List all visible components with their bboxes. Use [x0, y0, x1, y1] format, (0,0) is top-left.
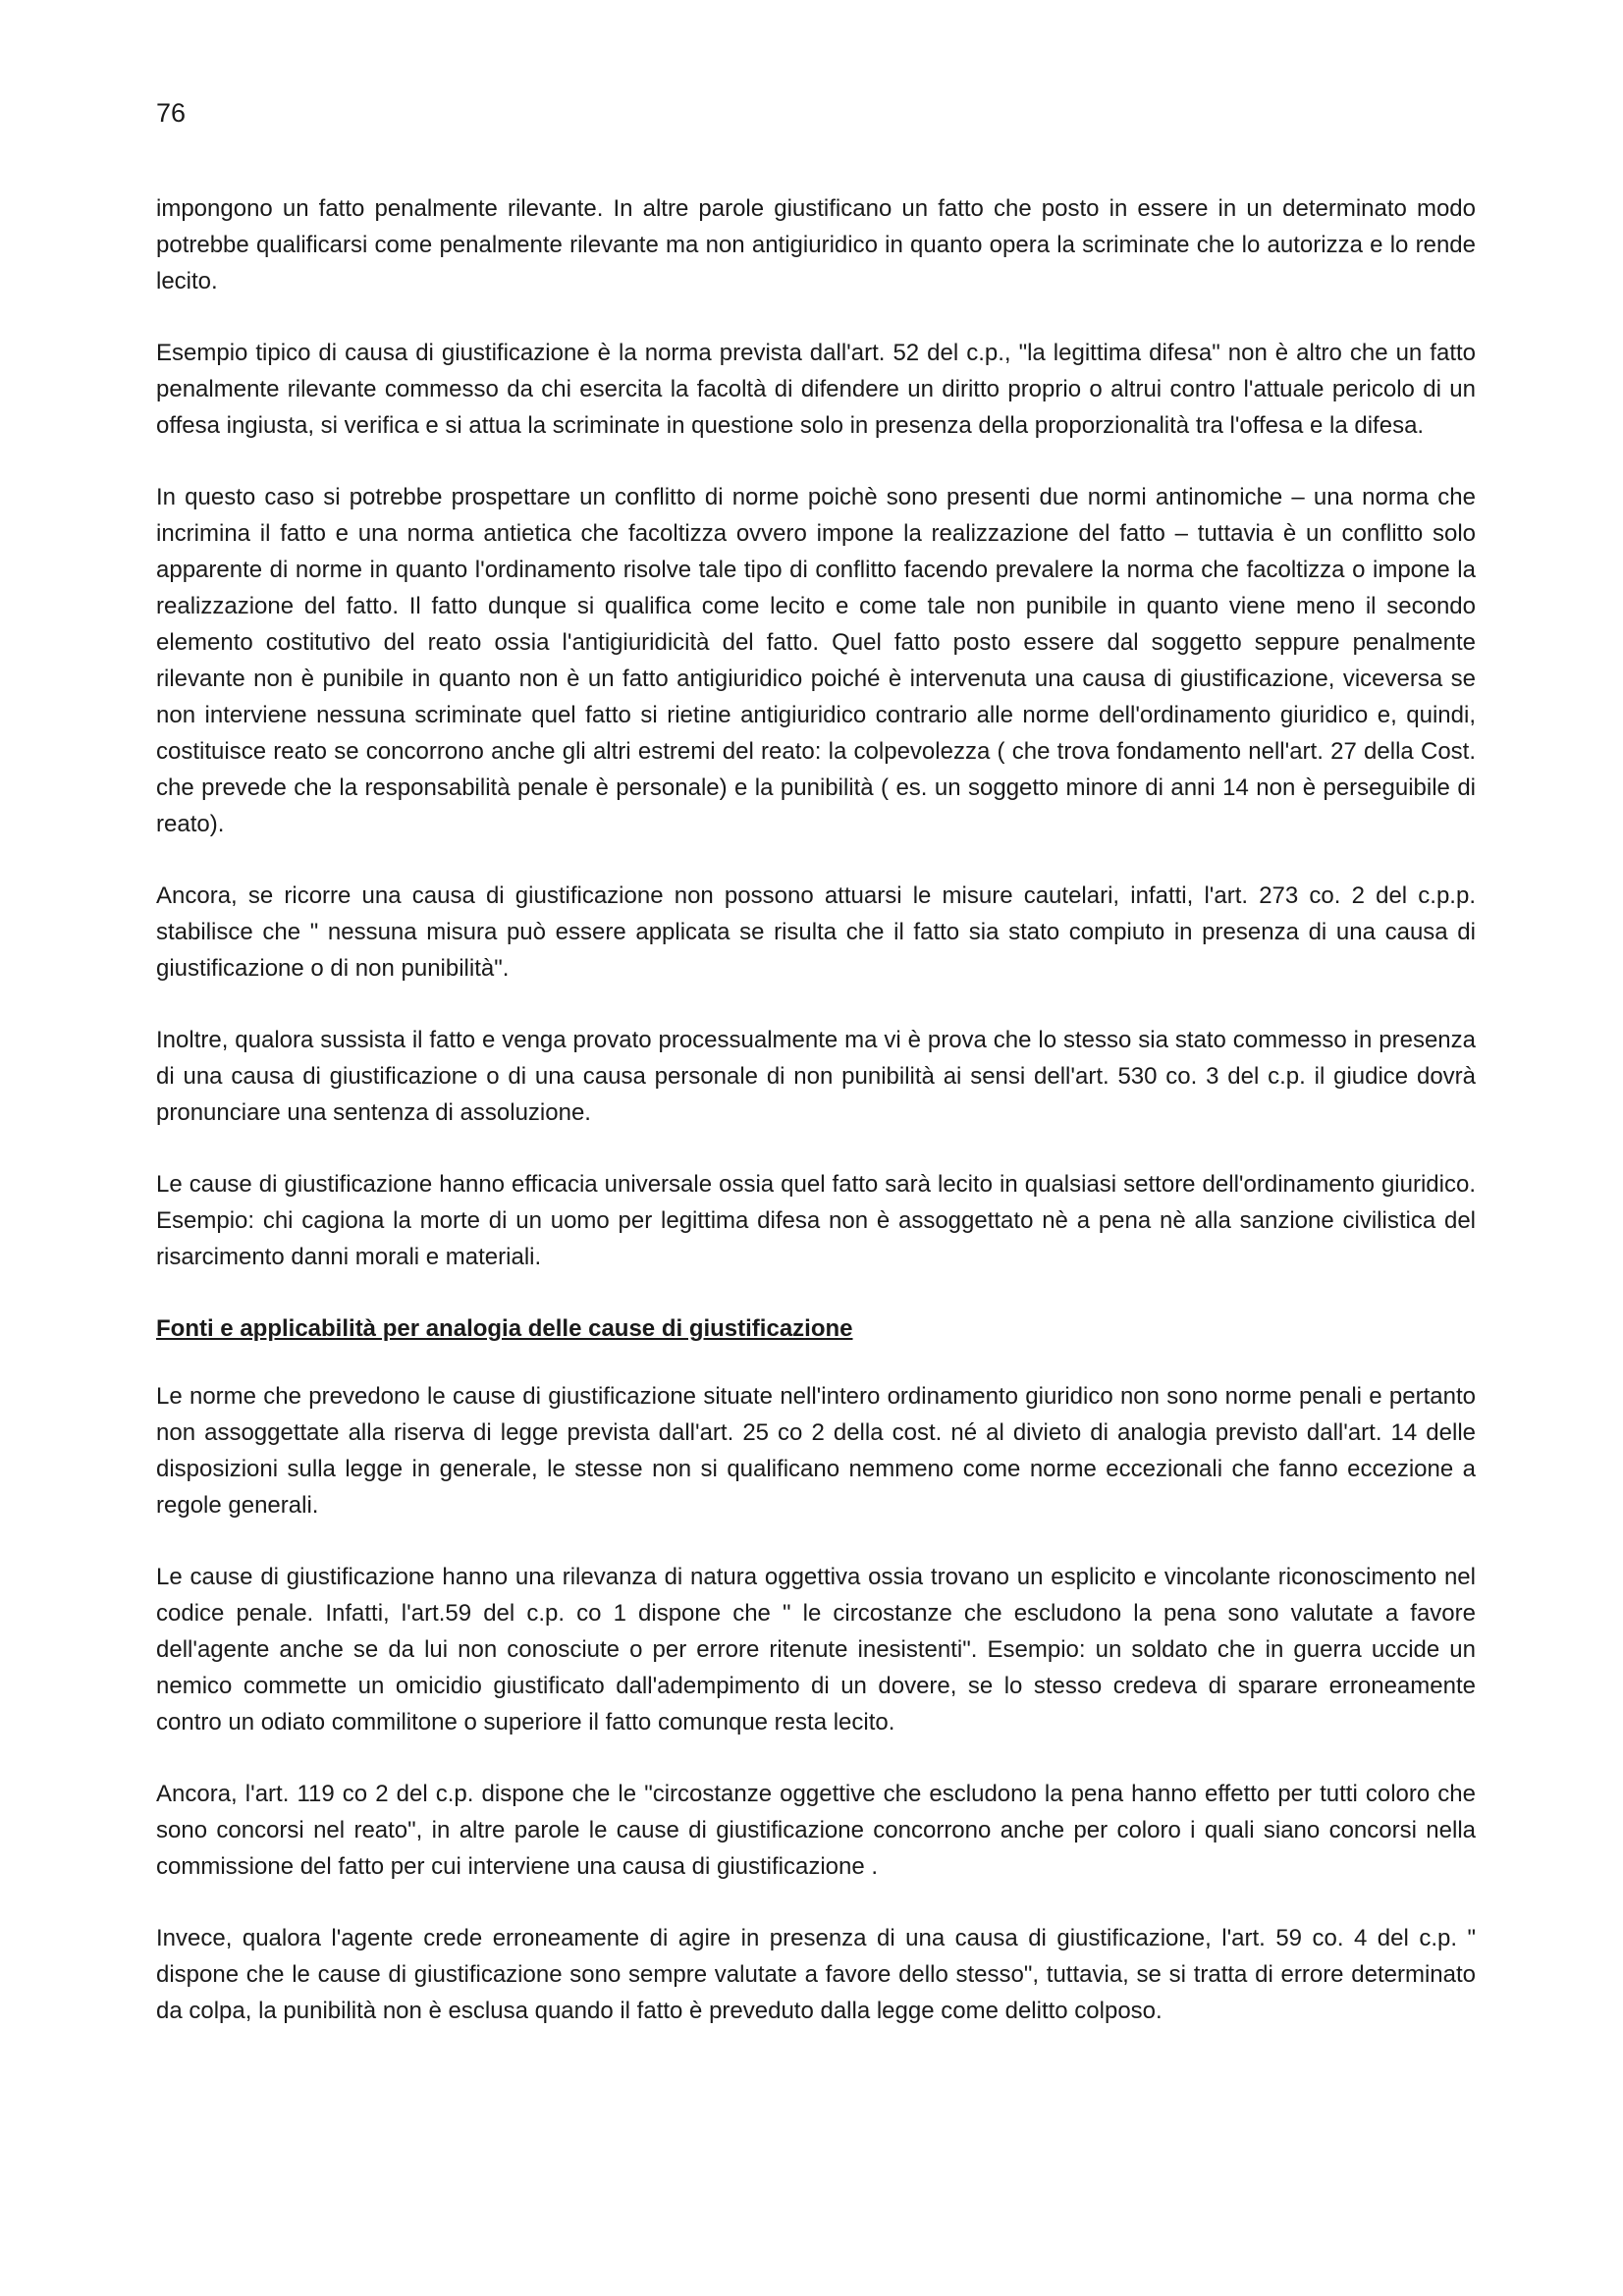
section-heading: Fonti e applicabilità per analogia delle cause di giustificazione	[156, 1315, 853, 1342]
paragraph: Inoltre, qualora sussista il fatto e venga provato processualmente ma vi è prova che lo stesso sia stato commesso in presenza di una causa di giustificazione o di una causa personale di non punibilità ai sensi dell'art. 530 co. 3 del c.p. il giudice dovrà pronunciare una sentenza di assoluzione.	[156, 1027, 1476, 1126]
paragraph: In questo caso si potrebbe prospettare un conflitto di norme poichè sono presenti due normi antinomiche – una norma che incrimina il fatto e una norma antietica che facoltizza ovvero impone la realizzazione del fatto – tuttavia è un conflitto solo apparente di norme in quanto l'ordinamento risolve tale tipo di conflitto facendo prevalere la norma che facoltizza o impone la realizzazione del fatto. Il fatto dunque si qualifica come lecito e come tale non punibile in quanto viene meno il secondo elemento costitutivo del reato ossia l'antigiuridicità del fatto. Quel fatto posto essere dal soggetto seppure penalmente rilevante non è punibile in quanto non è un fatto antigiuridico poiché è intervenuta una causa di giustificazione, viceversa se non interviene nessuna scriminate quel fatto si rietine antigiuridico contrario alle norme dell'ordinamento giuridico e, quindi, costituisce reato se concorrono anche gli altri estremi del reato: la colpevolezza ( che trova fondamento nell'art. 27 della Cost. che prevede che la responsabilità penale è personale) e la punibilità ( es. un soggetto minore di anni 14 non è perseguibile di reato).	[156, 484, 1476, 837]
document-body	[156, 190, 1476, 2064]
paragraph: Le cause di giustificazione hanno una rilevanza di natura oggettiva ossia trovano un esplicito e vincolante riconoscimento nel codice penale. Infatti, l'art.59 del c.p. co 1 dispone che " le circostanze che escludono la pena sono valutate a favore dell'agente anche se da lui non conosciute o per errore ritenute inesistenti". Esempio: un soldato che in guerra uccide un nemico commette un omicidio giustificato dall'adempimento di un dovere, se lo stesso credeva di sparare erroneamente contro un odiato commilitone o superiore il fatto comunque resta lecito.	[156, 1564, 1476, 1735]
page-number: 76	[156, 98, 187, 128]
paragraph: impongono un fatto penalmente rilevante. In altre parole giustificano un fatto che posto in essere in un determinato modo potrebbe qualificarsi come penalmente rilevante ma non antigiuridico in quanto opera la scriminate che lo autorizza e lo rende lecito.	[156, 195, 1476, 294]
paragraph: Ancora, l'art. 119 co 2 del c.p. dispone che le "circostanze oggettive che escludono la pena hanno effetto per tutti coloro che sono concorsi nel reato", in altre parole le cause di giustificazione concorrono anche per coloro i quali siano concorsi nella commissione del fatto per cui interviene una causa di giustificazione .	[156, 1781, 1476, 1880]
paragraph: Invece, qualora l'agente crede erroneamente di agire in presenza di una causa di giustificazione, l'art. 59 co. 4 del c.p. " dispone che le cause di giustificazione sono sempre valutate a favore dello stesso", tuttavia, se si tratta di errore determinato da colpa, la punibilità non è esclusa quando il fatto è preveduto dalla legge come delitto colposo.	[156, 1925, 1476, 2024]
paragraph: Esempio tipico di causa di giustificazione è la norma prevista dall'art. 52 del c.p., "la legittima difesa" non è altro che un fatto penalmente rilevante commesso da chi esercita la facoltà di difendere un diritto proprio o altrui contro l'attuale pericolo di un offesa ingiusta, si verifica e si attua la scriminate in questione solo in presenza della proporzionalità tra l'offesa e la difesa.	[156, 340, 1476, 439]
paragraph: Le cause di giustificazione hanno efficacia universale ossia quel fatto sarà lecito in qualsiasi settore dell'ordinamento giuridico. Esempio: chi cagiona la morte di un uomo per legittima difesa non è assoggettato nè a pena nè alla sanzione civilistica del risarcimento danni morali e materiali.	[156, 1171, 1476, 1270]
paragraph: Ancora, se ricorre una causa di giustificazione non possono attuarsi le misure cautelari, infatti, l'art. 273 co. 2 del c.p.p. stabilisce che " nessuna misura può essere applicata se risulta che il fatto sia stato compiuto in presenza di una causa di giustificazione o di non punibilità".	[156, 882, 1476, 982]
paragraph: Le norme che prevedono le cause di giustificazione situate nell'intero ordinamento giuridico non sono norme penali e pertanto non assoggettate alla riserva di legge prevista dall'art. 25 co 2 della cost. né al divieto di analogia previsto dall'art. 14 delle disposizioni sulla legge in generale, le stesse non si qualificano nemmeno come norme eccezionali che fanno eccezione a regole generali.	[156, 1383, 1476, 1519]
